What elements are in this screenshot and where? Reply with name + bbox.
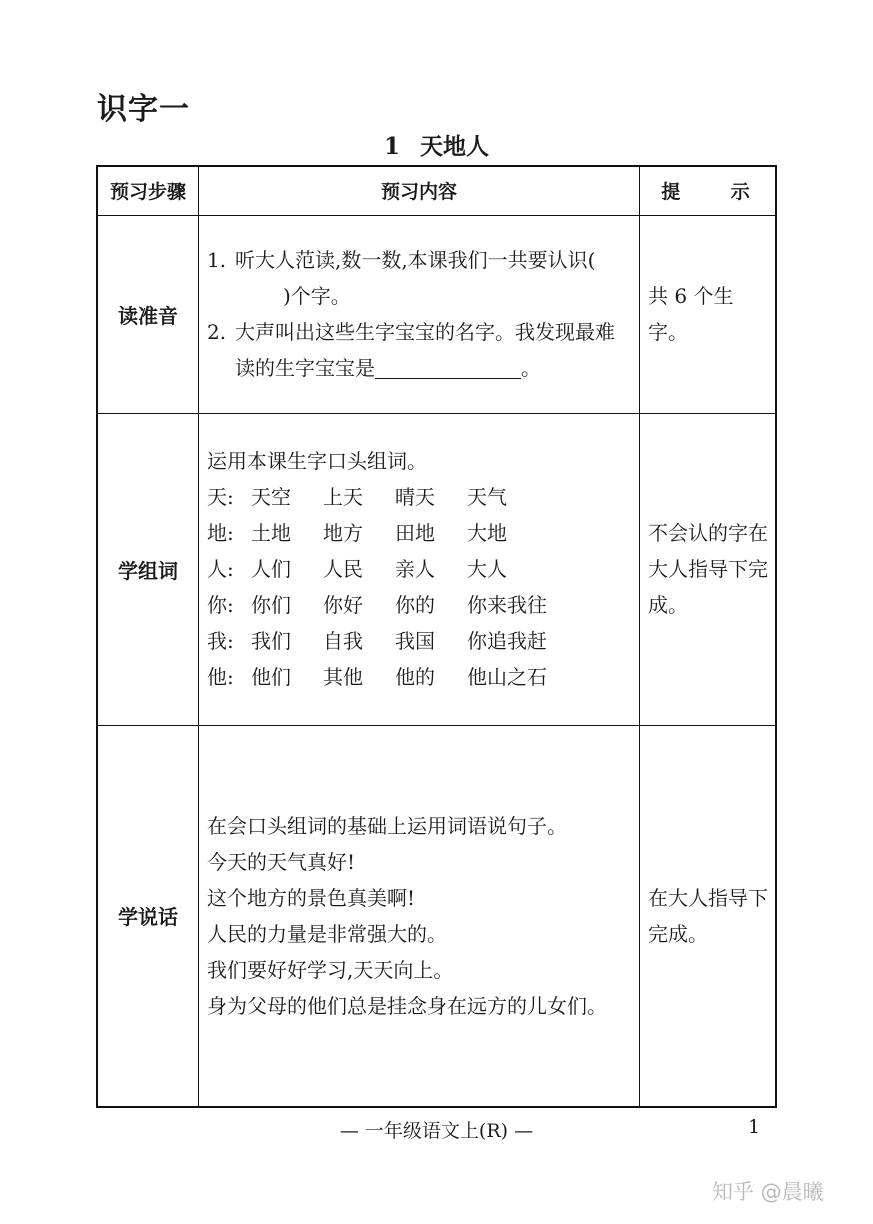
word: 大人 [466, 557, 507, 581]
word: 你好 [322, 593, 363, 617]
list-item [207, 314, 633, 386]
table-header-row [97, 166, 776, 215]
sentence: 这个地方的景色真美啊! [206, 885, 416, 910]
word: 他山之石 [466, 665, 547, 689]
word-group [207, 515, 633, 551]
word: 你来我往 [466, 593, 547, 617]
word-group [207, 587, 633, 623]
step-tip: 共 6 个生字。 [640, 215, 777, 413]
step-label: 学组词 [97, 413, 198, 725]
item-number: 2. [206, 320, 227, 344]
step-content [198, 413, 639, 725]
word: 你追我赶 [466, 629, 547, 653]
answer-blank-line[interactable] [375, 355, 521, 379]
group-char: 天: [206, 485, 234, 509]
watermark: 知乎 @晨曦 [712, 1180, 824, 1204]
page-footer: — 一年级语文上(R) — [339, 1120, 534, 1142]
word: 他们 [250, 665, 291, 689]
sentence: 人民的力量是非常强大的。 [206, 921, 447, 946]
word: 你们 [250, 593, 291, 617]
word: 地方 [322, 521, 363, 545]
word: 晴天 [394, 485, 435, 509]
sentence: 身为父母的他们总是挂念身在远方的儿女们。 [206, 993, 607, 1018]
word: 天气 [466, 485, 507, 509]
word: 大地 [466, 521, 507, 545]
group-char: 你: [206, 593, 234, 617]
item-text: 大声叫出这些生字宝宝的名字。我发现最难读的生字宝宝是 [234, 320, 615, 380]
group-char: 我: [206, 629, 234, 653]
word-group [207, 623, 633, 659]
step-tip: 在大人指导下完成。 [640, 725, 777, 1107]
word: 自我 [322, 629, 363, 653]
step-label: 读准音 [97, 215, 198, 413]
header-step: 预习步骤 [97, 166, 198, 215]
word: 天空 [250, 485, 291, 509]
item-text-end: 。 [520, 356, 541, 380]
sentence: 在会口头组词的基础上运用词语说句子。 [206, 813, 567, 838]
word: 人们 [250, 557, 291, 581]
lesson-name: 天地人 [420, 134, 489, 160]
preview-table [96, 165, 777, 1108]
group-char: 人: [206, 557, 234, 581]
word: 亲人 [394, 557, 435, 581]
table-row [97, 725, 776, 1107]
item-number: 1. [206, 248, 227, 272]
group-char: 地: [206, 521, 234, 545]
word-intro: 运用本课生字口头组词。 [206, 449, 427, 473]
word: 我们 [250, 629, 291, 653]
table-row [97, 215, 776, 413]
word: 我国 [394, 629, 435, 653]
page-number: 1 [748, 1116, 761, 1138]
word-group [207, 551, 633, 587]
word: 他的 [394, 665, 435, 689]
unit-title: 识字一 [97, 92, 190, 127]
word: 土地 [250, 521, 291, 545]
word: 田地 [394, 521, 435, 545]
header-content: 预习内容 [198, 166, 639, 215]
item-text-end: )个字。 [282, 284, 351, 308]
step-content [198, 215, 639, 413]
table-row [97, 413, 776, 725]
word: 人民 [322, 557, 363, 581]
word: 上天 [322, 485, 363, 509]
sentence: 今天的天气真好! [206, 849, 356, 874]
word: 其他 [322, 665, 363, 689]
sentence: 我们要好好学习,天天向上。 [206, 957, 454, 982]
word-group [207, 659, 633, 695]
group-char: 他: [206, 665, 234, 689]
word-group [207, 479, 633, 515]
lesson-number: 1 [383, 133, 400, 160]
list-item [207, 242, 633, 314]
step-content [198, 725, 639, 1107]
word: 你的 [394, 593, 435, 617]
item-text: 听大人范读,数一数,本课我们一共要认识( [234, 248, 596, 272]
step-tip: 不会认的字在大人指导下完成。 [640, 413, 777, 725]
header-tip: 提 示 [640, 166, 777, 215]
lesson-title [0, 128, 873, 161]
step-label: 学说话 [97, 725, 198, 1107]
